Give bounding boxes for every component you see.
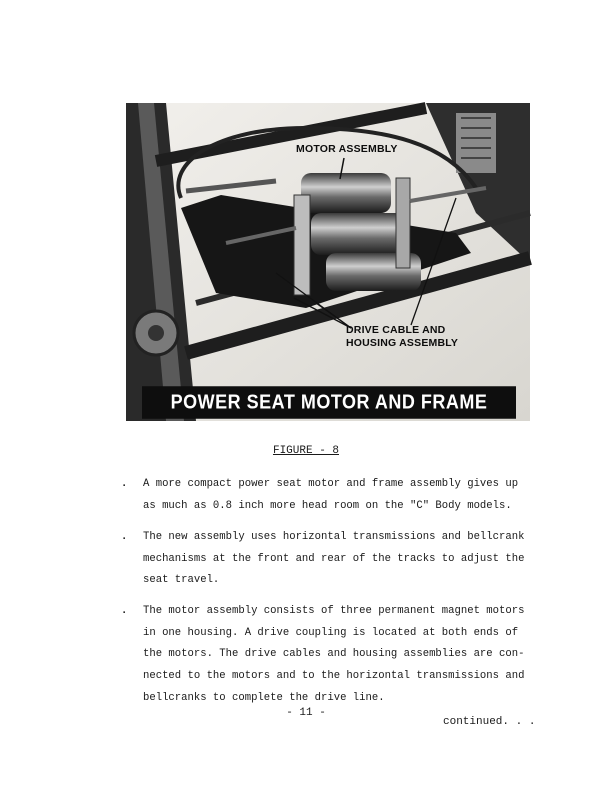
figure-caption-text: FIGURE - 8: [272, 445, 339, 457]
paragraph-line: bellcranks to complete the drive line.: [143, 691, 385, 704]
drive-cable-callout-line2: HOUSING ASSEMBLY: [346, 337, 459, 349]
paragraph-line: mechanisms at the front and rear of the tracks to adjust the: [143, 552, 525, 565]
continued-note: continued. . .: [443, 716, 536, 728]
drive-cable-callout: [346, 324, 458, 350]
paragraph-line: The motor assembly consists of three permanent magnet motors: [143, 605, 525, 617]
bullet-paragraph: [121, 474, 541, 517]
figure-caption: [0, 445, 612, 457]
figure-photo: [126, 103, 530, 446]
page-number: - 11 -: [286, 707, 326, 719]
paragraph-line: the motors. The drive cables and housing assemblies are con-: [143, 648, 525, 661]
paragraph-line: seat travel.: [143, 574, 220, 587]
bullet-marker: .: [121, 531, 128, 543]
bullet-paragraph: [121, 527, 541, 592]
drive-cable-callout-line1: DRIVE CABLE AND: [346, 324, 446, 336]
paragraph-line: in one housing. A drive coupling is located at both ends of: [143, 626, 519, 639]
paragraph-line: as much as 0.8 inch more head room on the "C" Body models.: [143, 499, 512, 512]
motor-assembly-callout: MOTOR ASSEMBLY: [296, 143, 398, 155]
paragraph-line: A more compact power seat motor and frame assembly gives up: [143, 478, 519, 490]
bullet-marker: .: [121, 605, 128, 617]
figure-banner-title: POWER SEAT MOTOR AND FRAME ASSEMBLY: [142, 386, 516, 418]
bullet-marker: .: [121, 478, 128, 490]
paragraph-line: The new assembly uses horizontal transmissions and bellcrank: [143, 531, 525, 543]
paragraph-line: nected to the motors and to the horizontal transmissions and: [143, 670, 525, 683]
bullet-paragraph: [121, 601, 541, 710]
